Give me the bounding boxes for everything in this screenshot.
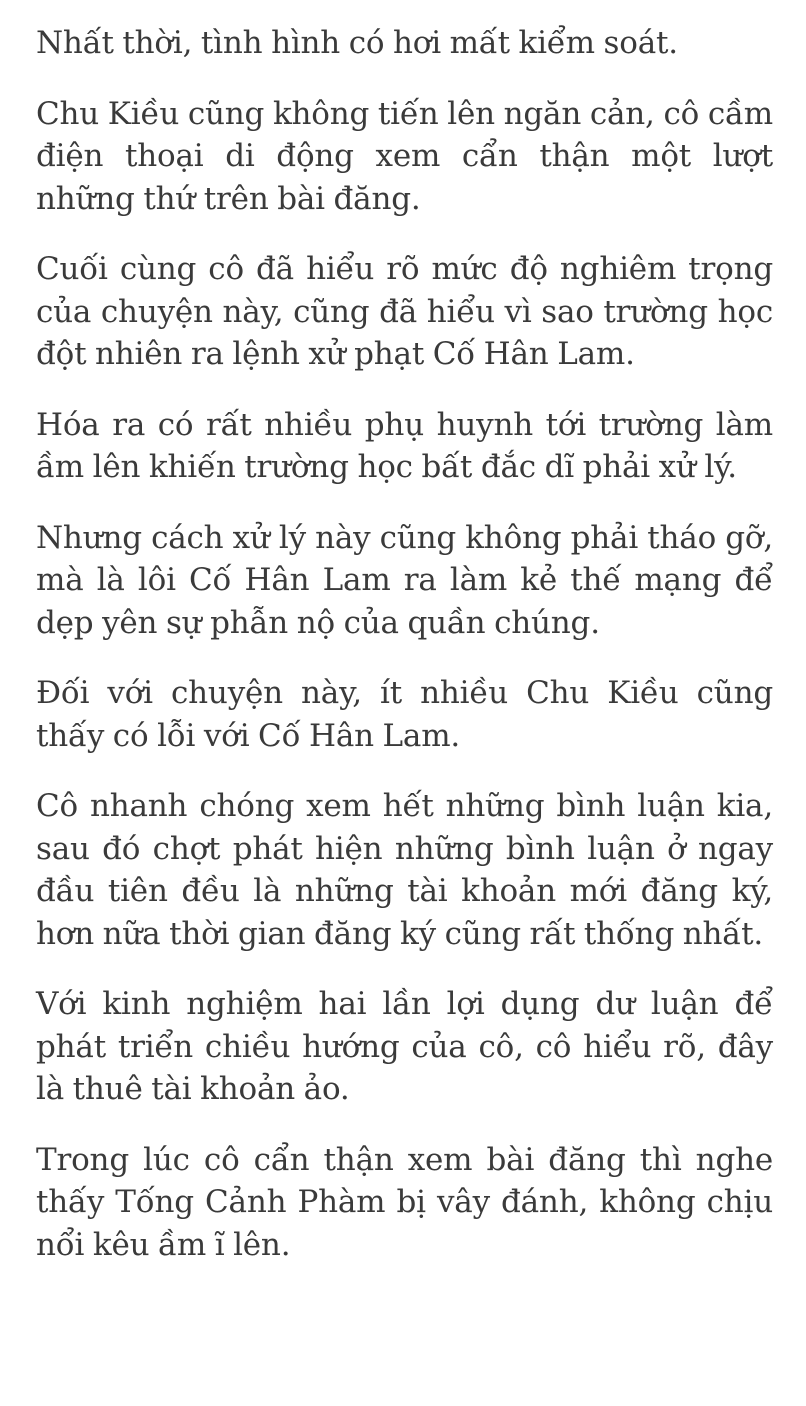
- paragraph: Đối với chuyện này, ít nhiều Chu Kiều cũng thấy có lỗi với Cố Hân Lam.: [36, 675, 773, 754]
- paragraph: Cô nhanh chóng xem hết những bình luận kia, sau đó chợt phát hiện những bình luận ở ngay đầu tiên đều là những tài khoản mới đăng ký, hơn nữa thời gian đăng ký cũng rất thống nhất.: [36, 788, 773, 952]
- paragraph: Với kinh nghiệm hai lần lợi dụng dư luận để phát triển chiều hướng của cô, cô hiểu rõ, đây là thuê tài khoản ảo.: [36, 986, 773, 1107]
- paragraph: Trong lúc cô cẩn thận xem bài đăng thì nghe thấy Tống Cảnh Phàm bị vây đánh, không chịu nổi kêu ầm ĩ lên.: [36, 1141, 773, 1263]
- paragraph: Hóa ra có rất nhiều phụ huynh tới trường làm ầm lên khiến trường học bất đắc dĩ phải xử lý.: [36, 406, 773, 485]
- paragraph: Cuối cùng cô đã hiểu rõ mức độ nghiêm trọng của chuyện này, cũng đã hiểu vì sao trường học đột nhiên ra lệnh xử phạt Cố Hân Lam.: [36, 251, 773, 372]
- paragraph: Nhưng cách xử lý này cũng không phải tháo gỡ, mà là lôi Cố Hân Lam ra làm kẻ thế mạng để dẹp yên sự phẫn nộ của quần chúng.: [36, 519, 773, 641]
- paragraph: Chu Kiều cũng không tiến lên ngăn cản, cô cầm điện thoại di động xem cẩn thận một lượt những thứ trên bài đăng.: [36, 95, 773, 217]
- paragraph: Nhất thời, tình hình có hơi mất kiểm soát.: [36, 25, 678, 61]
